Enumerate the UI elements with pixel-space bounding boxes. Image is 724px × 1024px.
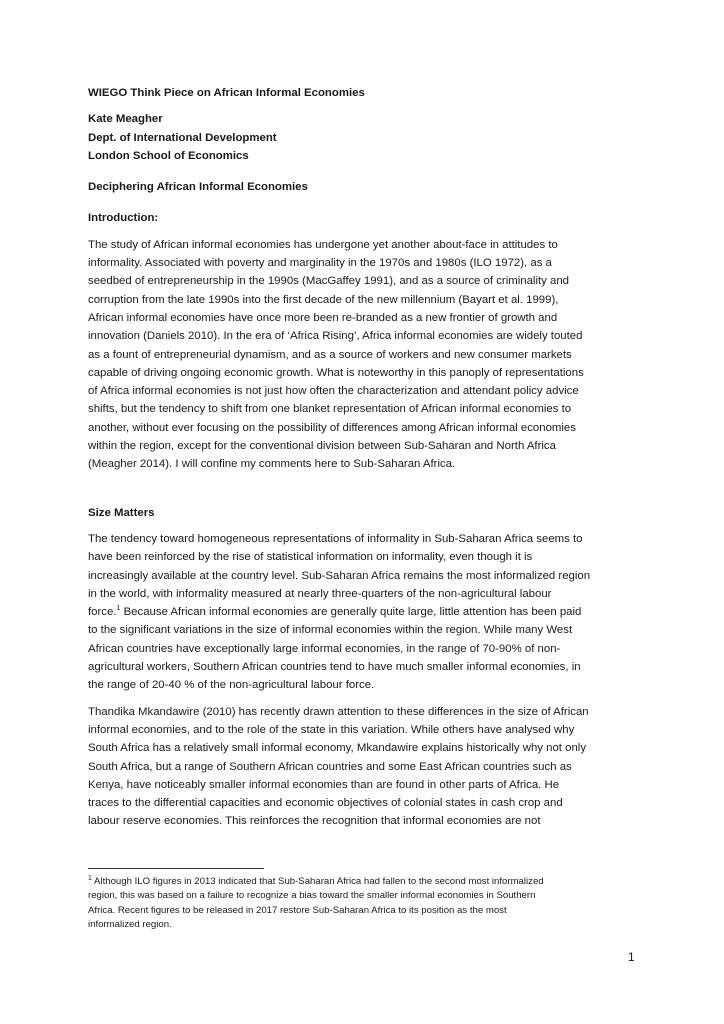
intro-line: shifts, but the tendency to shift from one blanket representation of African informal economies to (88, 403, 572, 416)
author-institution: London School of Economics (88, 149, 249, 162)
size-line: African countries have exceptionally large informal economies, in the range of 70-90% of non- (88, 642, 561, 655)
intro-paragraph (88, 236, 638, 474)
intro-line: seedbed of entrepreneurship in the 1990s (MacGaffey 1991), and as a source of criminality and (88, 275, 570, 288)
size-heading: Size Matters (88, 506, 155, 519)
size-line: agricultural workers, Southern African countries tend to have much smaller informal economies, in (88, 661, 581, 674)
size-line: have been reinforced by the rise of statistical information on informality, even though it is (88, 551, 533, 564)
footnote-line: region, this was based on a failure to recognize a bias toward the smaller informal economies in Southern (88, 890, 536, 902)
intro-line: within the region, except for the conventional division between Sub-Saharan and North Africa (88, 440, 556, 453)
footnote-line (88, 875, 648, 889)
intro-line: capable of driving ongoing economic growth. What is noteworthy in this panoply of representations (88, 366, 584, 379)
intro-line: The study of African informal economies has undergone yet another about-face in attitudes to (88, 238, 558, 251)
size-line: South Africa has a relatively small informal economy, Mkandawire explains historically why not only (88, 742, 587, 755)
intro-heading: Introduction: (88, 212, 159, 225)
footnote (88, 875, 648, 933)
footnote-line: informalized region. (88, 919, 172, 931)
intro-line: (Meagher 2014). I will confine my comments here to Sub-Saharan Africa. (88, 458, 456, 471)
size-line: informal economies, and to the role of the state in this variation. While others have analysed why (88, 723, 575, 736)
footnote-reference[interactable]: 1 (116, 605, 121, 613)
size-line-with-footnote (88, 603, 638, 621)
intro-line: informality. Associated with poverty and marginality in the 1970s and 1980s (ILO 1972), as a (88, 257, 552, 270)
size-line: South Africa, but a range of Southern African countries and some East African countries such as (88, 760, 572, 773)
document-title: WIEGO Think Piece on African Informal Economies (88, 87, 365, 99)
size-line: traces to the differential capacities and economic objectives of colonial states in cash crop and (88, 797, 563, 810)
size-paragraph-1 (88, 530, 638, 695)
size-line: Thandika Mkandawire (2010) has recently drawn attention to these differences in the size of African (88, 705, 589, 718)
author-department: Dept. of International Development (88, 131, 277, 144)
intro-line: of Africa informal economies is not just how often the characterization and attendant policy advice (88, 385, 579, 398)
intro-line: innovation (Daniels 2010). In the era of ‘Africa Rising’, Africa informal economies are widely touted (88, 330, 583, 343)
intro-line: as a fount of entrepreneurial dynamism, and as a source of workers and new consumer markets (88, 348, 572, 361)
footnote-mark: 1 (88, 874, 92, 882)
page-number: 1 (628, 950, 635, 964)
size-line: The tendency toward homogeneous representations of informality in Sub-Saharan Africa seems to (88, 532, 583, 545)
footnote-divider (88, 868, 264, 869)
size-paragraph-2 (88, 703, 638, 831)
size-line: increasingly available at the country level. Sub-Saharan Africa remains the most informalized region (88, 569, 591, 582)
intro-line: corruption from the late 1990s into the first decade of the new millennium (Bayart et al. 1999), (88, 293, 559, 306)
intro-line: African informal economies have once more been re-branded as a new frontier of growth and (88, 311, 558, 324)
size-line: the range of 20-40 % of the non-agricultural labour force. (88, 679, 375, 692)
footnote-text: Although ILO figures in 2013 indicated that Sub-Saharan Africa had fallen to the second most informalized (91, 876, 544, 887)
size-line-end: Because African informal economies are generally quite large, little attention has been paid (120, 606, 582, 619)
author-name: Kate Meagher (88, 113, 163, 126)
footnote-line: Africa. Recent figures to be released in 2017 restore Sub-Saharan Africa to its position as the most (88, 904, 507, 916)
size-line: Kenya, have noticeably smaller informal economies than are found in other parts of Africa. He (88, 778, 560, 791)
size-line: in the world, with informality measured at nearly three-quarters of the non-agricultural labour (88, 587, 552, 600)
size-line: labour reserve economies. This reinforces the recognition that informal economies are not (88, 815, 541, 828)
paper-title: Deciphering African Informal Economies (88, 181, 308, 194)
size-line-start: force. (88, 606, 117, 619)
intro-line: another, without ever focusing on the possibility of differences among African informal economies (88, 421, 576, 434)
size-line: to the significant variations in the size of informal economies within the region. While many West (88, 624, 573, 637)
